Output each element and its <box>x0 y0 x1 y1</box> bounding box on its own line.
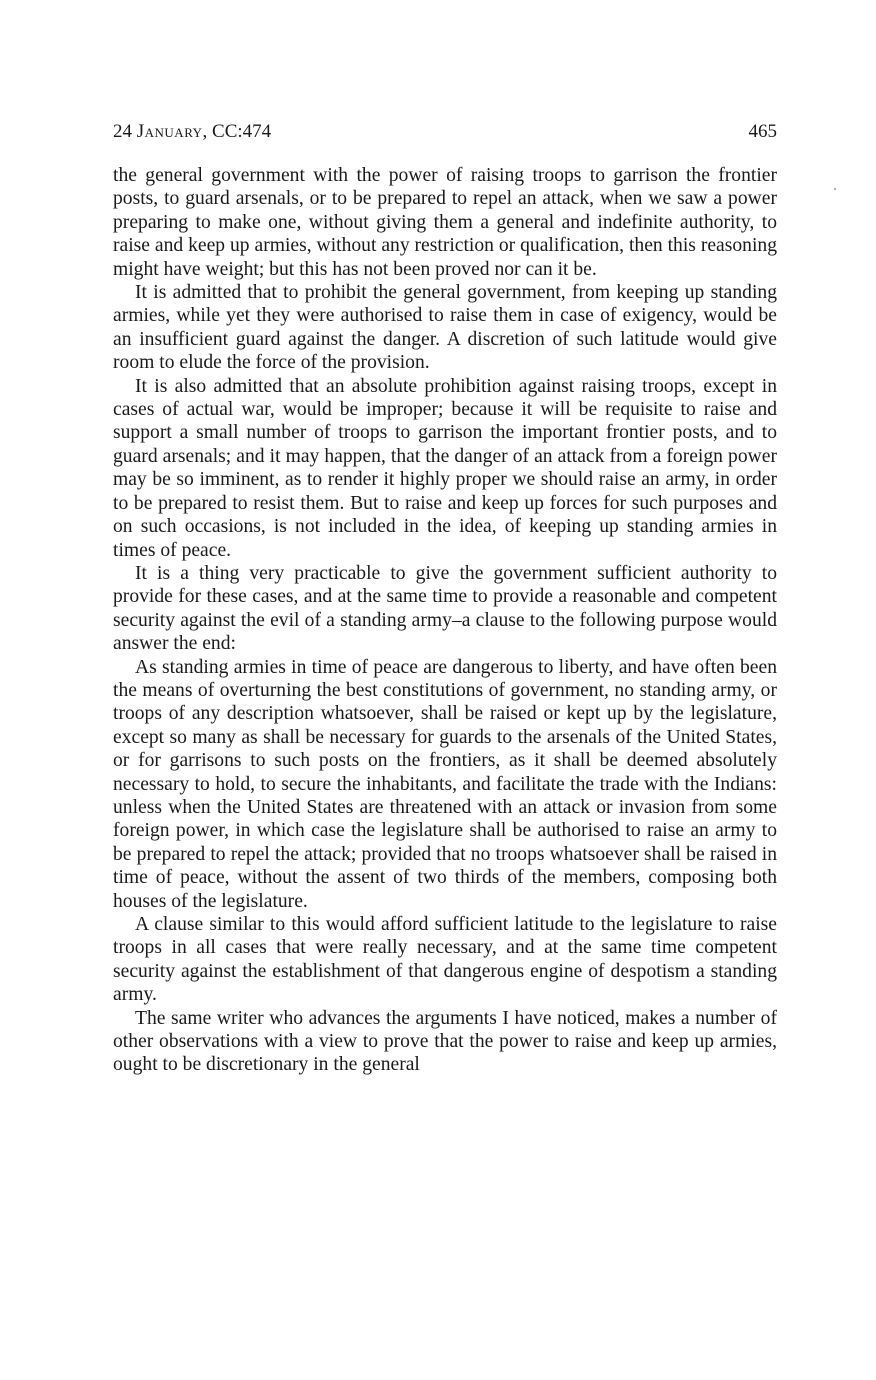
paragraph-1: the general government with the power of raising troops to garrison the frontier posts, to guard arsenals, or to be prepared to repel an attack, when we saw a power preparing to make one, without giving them a general and indefinite authority, to raise and keep up armies, without any restriction or qualification, then this reasoning might have weight; but this has not been proved nor can it be. <box>113 165 777 280</box>
body-text <box>113 164 777 1077</box>
page-number: 465 <box>748 121 777 142</box>
paragraph-7: The same writer who advances the arguments I have noticed, makes a number of other observations with a view to prove that the power to raise and keep up armies, ought to be discretionary in the general <box>113 1007 777 1076</box>
paragraph-4: It is a thing very practicable to give the government sufficient authority to provide for these cases, and at the same time to provide a reasonable and competent security against the evil of a standing army–a clause to the following purpose would answer the end: <box>113 562 777 655</box>
scan-speck <box>834 188 836 190</box>
citation: , CC:474 <box>202 121 272 142</box>
paragraph-3: It is also admitted that an absolute prohibition against raising troops, except in cases of actual war, would be improper; because it will be requisite to raise and support a small number of troops to garrison the important frontier posts, and to guard arsenals; and it may happen, that the danger of an attack from a foreign power may be so imminent, as to render it highly proper we should raise an army, in order to be prepared to resist them. But to raise and keep up forces for such purposes and on such occasions, is not included in the idea, of keeping up standing armies in times of peace. <box>113 375 777 561</box>
paragraph-5: As standing armies in time of peace are dangerous to liberty, and have often been the means of overturning the best constitutions of government, no standing army, or troops of any description whatsoever, shall be raised or kept up by the legislature, except so many as shall be necessary for guards to the arsenals of the United States, or for garrisons to such posts on the frontiers, as it shall be deemed absolutely necessary to hold, to secure the inhabitants, and facilitate the trade with the Indians: unless when the United States are threatened with an attack or invasion from some foreign power, in which case the legislature shall be authorised to raise an army to be prepared to repel the attack; provided that no troops whatsoever shall be raised in time of peace, without the assent of two thirds of the members, composing both houses of the legislature. <box>113 656 777 912</box>
running-head-date-citation <box>113 118 271 146</box>
running-head <box>113 118 777 146</box>
paragraph-2: It is admitted that to prohibit the general government, from keeping up standing armies, while yet they were authorised to raise them in case of exigency, would be an insufficient guard against the danger. A discretion of such latitude would give room to elude the force of the provision. <box>113 282 777 374</box>
date-month: January <box>136 121 203 142</box>
date-day: 24 <box>113 121 132 142</box>
paragraph-6: A clause similar to this would afford sufficient latitude to the legislature to raise troops in all cases that were really necessary, and at the same time competent security against the establishment of that dangerous engine of despotism a standing army. <box>113 914 777 1006</box>
